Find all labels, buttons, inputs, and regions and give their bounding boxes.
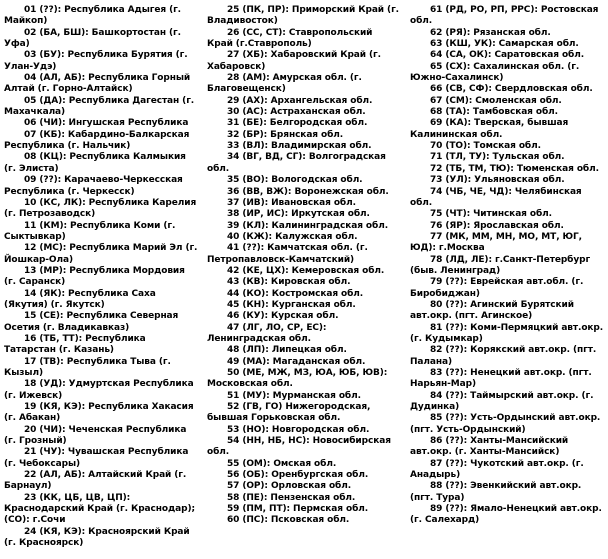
region-entry: 67 (СМ): Смоленская обл. <box>430 95 562 106</box>
region-entry: 53 (НО): Новгородская обл. <box>227 424 370 435</box>
region-entry: 46 (КУ): Курская обл. <box>227 311 339 322</box>
region-entry: 05 (ДА): Республика Дагестан (г. Махачкала) <box>4 95 195 118</box>
region-entry: 39 (КЛ): Калининградская обл. <box>227 220 389 231</box>
region-entry: 73 (УЛ): Ульяновская обл. <box>430 175 565 186</box>
region-entry: 76 (ЯР): Ярославская обл. <box>430 220 564 231</box>
region-entry: 15 (СЕ): Республика Северная Осетия (г. Владикавказ) <box>4 311 179 333</box>
region-entry: 79 (??): Еврейская авт.обл. (г. Биробиджан) <box>410 277 584 299</box>
region-entry: 68 (ТА): Тамбовская обл. <box>430 107 558 118</box>
region-entry: 44 (КО): Костромская обл. <box>227 288 364 299</box>
region-entry: 86 (??): Ханты-Мансийский авт.окр. (г. Ханты-Мансийск) <box>410 436 569 458</box>
region-entry: 16 (ТБ, ТТ): Республика Татарстан (г. Казань) <box>4 333 146 356</box>
region-entry: 62 (РЯ): Рязанская обл. <box>430 27 551 38</box>
region-entry: 04 (АЛ, АБ): Республика Горный Алтай (г. Горно-Алтайск) <box>4 73 191 95</box>
region-entry: 70 (ТО): Томская обл. <box>430 141 541 152</box>
region-entry: 02 (БА, БШ): Башкортостан (г. Уфа) <box>4 27 181 50</box>
region-entry: 18 (УД): Удмуртская Республика (г. Ижевск) <box>4 379 194 401</box>
region-entry: 11 (КМ): Республика Коми (г. Сыктывкар) <box>4 220 176 242</box>
region-entry: 30 (АС): Астраханская обл. <box>227 107 366 118</box>
region-entry: 41 (??): Камчатская обл. (г. Петропавловск-Камчатский) <box>207 243 368 265</box>
region-entry: 09 (??): Карачаево-Черкесская Республика (г. Черкесск) <box>4 175 183 197</box>
region-entry: 66 (СВ, СФ): Свердловская обл. <box>430 84 593 95</box>
region-entry: 87 (??): Чукотский авт.окр. (г. Анадырь) <box>410 458 584 481</box>
region-entry: 37 (ИВ): Ивановская обл. <box>227 197 356 208</box>
region-entry: 81 (??): Коми-Пермяцкий авт.окр. (г. Кудымкар) <box>410 322 604 344</box>
region-entry: 65 (СХ): Сахалинская обл. (г. Южно-Сахалинск) <box>410 61 580 84</box>
region-entry: 07 (КБ): Кабардино-Балкарская Республика (г. Нальчик) <box>4 129 190 152</box>
region-entry: 63 (КШ, УК): Самарская обл. <box>430 39 579 50</box>
region-entry: 77 (МК, ММ, МН, МО, МТ, ЮГ, ЮД): г.Москва <box>410 231 582 254</box>
region-entry: 88 (??): Эвенкийский авт.окр. (пгт. Тура) <box>410 481 582 503</box>
region-codes-column-3 <box>410 5 604 559</box>
region-entry: 69 (КА): Тверская, бывшая Калининская обл. <box>410 118 569 140</box>
region-entry: 23 (КК, ЦБ, ЦВ, ЦП): Краснодарский Край (г. Краснодар); (СО): г.Сочи <box>4 492 195 526</box>
region-entry: 52 (ГВ, ГО) Нижегородская, бывшая Горьковская обл. <box>207 402 371 424</box>
region-entry: 60 (ПС): Псковская обл. <box>227 515 350 526</box>
region-entry: 28 (АМ): Амурская обл. (г. Благовещенск) <box>207 73 362 95</box>
region-entry: 82 (??): Корякский авт.окр. (пгт. Палана) <box>410 345 597 367</box>
region-entry: 43 (КВ): Кировская обл. <box>227 277 351 288</box>
region-entry: 19 (КЯ, КЭ): Республика Хакасия (г. Абакан) <box>4 402 194 424</box>
region-entry: 84 (??): Таймырский авт.окр. (г. Дудинка) <box>410 390 594 413</box>
region-entry: 55 (ОМ): Омская обл. <box>227 458 337 469</box>
region-entry: 38 (ИР, ИС): Иркутская обл. <box>227 209 370 220</box>
region-entry: 13 (МР): Республика Мордовия (г. Саранск) <box>4 265 185 288</box>
region-entry: 85 (??): Усть-Ордынский авт.окр. (пгт. Усть-Ордынский) <box>410 413 601 435</box>
region-entry: 42 (КЕ, ЦХ): Кемеровская обл. <box>227 265 385 276</box>
region-entry: 54 (НН, НБ, НС): Новосибирская обл. <box>207 436 391 458</box>
region-entry: 89 (??): Ямало-Ненецкий авт.окр. (г. Салехард) <box>410 504 602 526</box>
region-entry: 57 (ОР): Орловская обл. <box>227 481 352 492</box>
region-entry: 36 (ВВ, ВЖ): Воронежская обл. <box>227 186 389 197</box>
region-entry: 56 (ОБ): Оренбургская обл. <box>227 470 369 481</box>
region-entry: 27 (ХБ): Хабаровский Край (г. Хабаровск) <box>207 50 381 72</box>
region-entry: 25 (ПК, ПР): Приморский Край (г. Владивосток) <box>207 5 399 27</box>
region-entry: 50 (МЕ, МЖ, МЗ, ЮА, ЮБ, ЮВ): Московская обл. <box>207 368 388 390</box>
region-entry: 40 (КЖ): Калужская обл. <box>227 231 358 242</box>
region-entry: 45 (КН): Курганская обл. <box>227 299 356 310</box>
region-entry: 17 (ТВ): Республика Тыва (г. Кызыл) <box>4 356 171 378</box>
region-entry: 32 (БР): Брянская обл. <box>227 129 344 140</box>
region-entry: 80 (??): Агинский Бурятский авт.окр. (пгт. Агинское) <box>410 299 574 322</box>
region-codes-column-1 <box>4 5 198 559</box>
region-entry: 10 (КС, ЛК): Республика Карелия (г. Петрозаводск) <box>4 197 197 220</box>
region-entry: 49 (МА): Магаданская обл. <box>227 356 366 367</box>
region-entry: 59 (ПМ, ПТ): Пермская обл. <box>227 504 369 515</box>
region-entry: 26 (СС, СТ): Ставропольский Край (г.Ставрополь) <box>207 27 373 50</box>
region-entry: 21 (ЧУ): Чувашская Республика (г. Чебоксары) <box>4 447 189 469</box>
region-entry: 12 (МС): Республика Марий Эл (г. Йошкар-Ола) <box>4 243 198 265</box>
region-entry: 22 (АЛ, АБ): Алтайский Край (г. Барнаул) <box>4 470 187 492</box>
region-entry: 47 (ЛГ, ЛО, СР, ЕС): Ленинградская обл. <box>207 322 327 344</box>
region-entry: 34 (ВГ, ВД, СГ): Волгоградская обл. <box>207 152 386 174</box>
region-entry: 83 (??): Ненецкий авт.окр. (пгт. Нарьян-Мар) <box>410 368 592 390</box>
region-codes-column-2 <box>207 5 401 559</box>
region-entry: 35 (ВО): Вологодская обл. <box>227 175 363 186</box>
region-entry: 29 (АХ): Архангельская обл. <box>227 95 373 106</box>
region-entry: 61 (РД, РО, РП, РРС): Ростовская обл. <box>410 5 599 27</box>
region-entry: 78 (ЛД, ЛЕ): г.Санкт-Петербург (быв. Ленинград) <box>410 254 591 276</box>
region-entry: 08 (КЦ): Республика Калмыкия (г. Элиста) <box>4 152 186 174</box>
region-entry: 74 (ЧБ, ЧЕ, ЧД): Челябинская обл. <box>410 186 582 208</box>
region-entry: 31 (БЕ): Белгородская обл. <box>227 118 368 129</box>
region-entry: 01 (??): Республика Адыгея (г. Майкоп) <box>4 5 182 27</box>
region-entry: 33 (ВЛ): Владимирская обл. <box>227 141 372 152</box>
region-entry: 72 (ТБ, ТМ, ТЮ): Тюменская обл. <box>430 163 599 174</box>
region-entry: 24 (КЯ, КЭ): Красноярский Край (г. Красноярск) <box>4 526 190 549</box>
region-entry: 48 (ЛП): Липецкая обл. <box>227 345 347 356</box>
region-entry: 51 (МУ): Мурманская обл. <box>227 390 361 401</box>
region-entry: 64 (СА, ОК): Саратовская обл. <box>430 50 585 61</box>
region-entry: 20 (ЧИ): Чеченская Республика (г. Грозный) <box>4 424 187 447</box>
region-entry: 03 (БУ): Республика Бурятия (г. Улан-Удэ) <box>4 50 188 72</box>
region-entry: 71 (ТЛ, ТУ): Тульская обл. <box>430 152 565 163</box>
region-entry: 58 (ПЕ): Пензенская обл. <box>227 492 356 503</box>
region-entry: 75 (ЧТ): Читинская обл. <box>430 209 552 220</box>
region-entry: 14 (ЯК): Республика Саха (Якутия) (г. Якутск) <box>4 288 156 310</box>
region-entry: 06 (ЧИ): Ингушская Республика <box>24 118 189 129</box>
